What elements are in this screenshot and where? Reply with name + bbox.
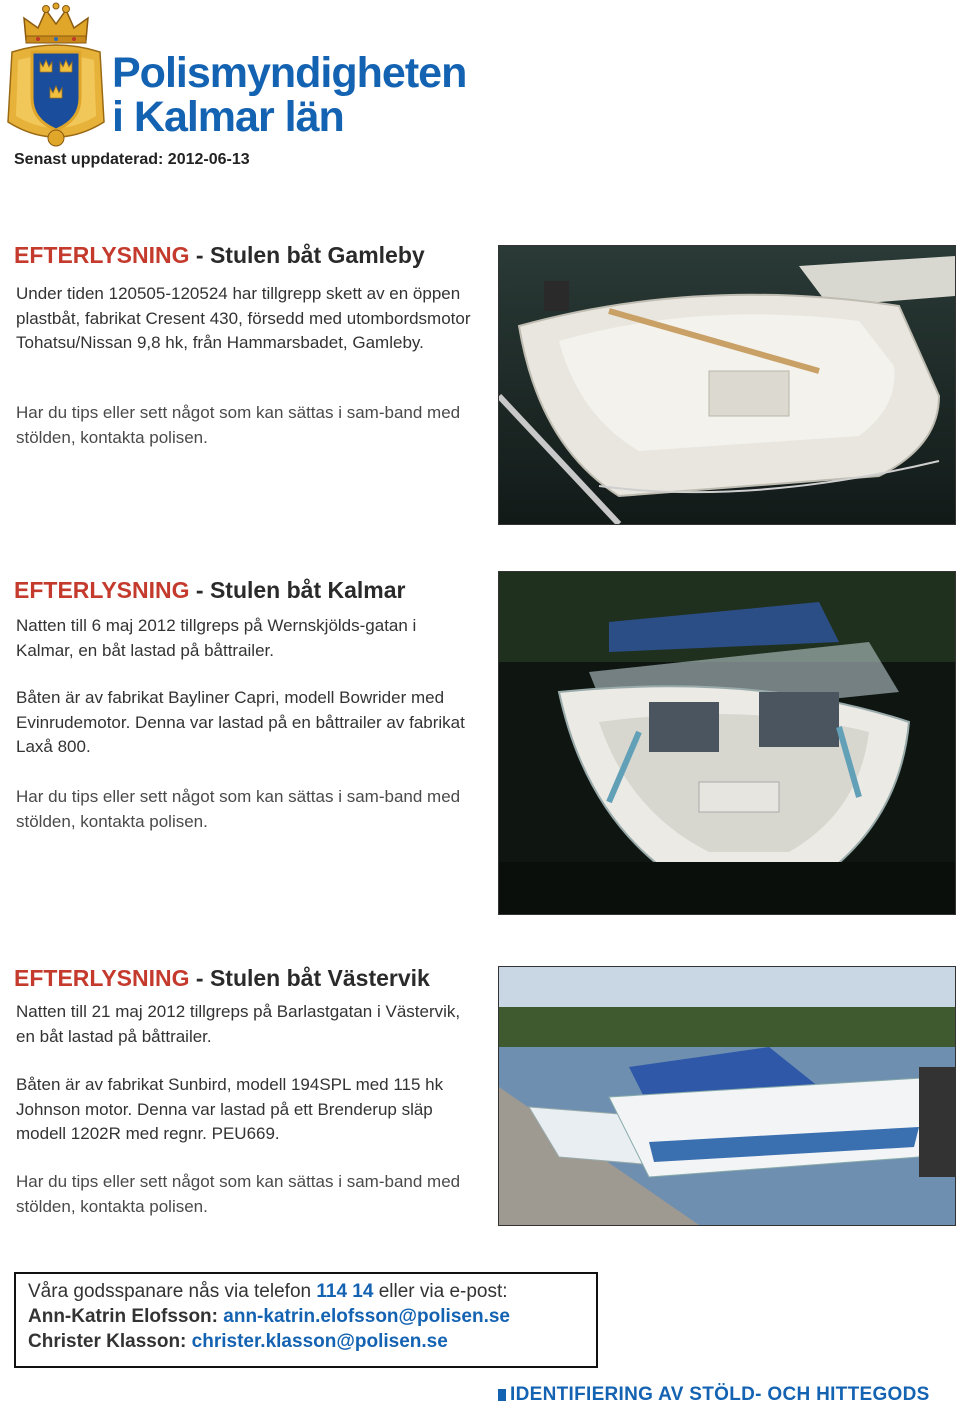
- notice-heading-gamleby: [14, 241, 425, 269]
- contact-intro-end: eller via e-post:: [373, 1281, 508, 1302]
- contact-name: Ann-Katrin Elofsson:: [28, 1306, 224, 1327]
- notice-heading-vastervik: [14, 964, 430, 992]
- contact-person-1: [28, 1304, 584, 1329]
- notice-paragraph: Natten till 21 maj 2012 tillgreps på Barlastgatan i Västervik, en båt lastad på båttrailer.: [16, 1002, 461, 1046]
- brand-title-line1: Polismyndigheten: [112, 49, 467, 97]
- contact-name: Christer Klasson:: [28, 1331, 192, 1352]
- contact-phone[interactable]: 114 14: [316, 1281, 374, 1302]
- notice-paragraph: Har du tips eller sett något som kan sättas i sam-band med stölden, kontakta polisen.: [16, 1172, 461, 1216]
- police-crest-icon: [4, 2, 108, 150]
- photo-boat-vastervik: [498, 966, 956, 1226]
- notice-label: EFTERLYSNING: [14, 577, 190, 603]
- photo-boat-gamleby: [498, 245, 956, 525]
- contact-intro-text: Våra godsspanare nås via telefon: [28, 1281, 317, 1302]
- brand-title-line2: i Kalmar län: [112, 93, 344, 141]
- notice-title: - Stulen båt Kalmar: [189, 577, 406, 603]
- notice-heading-kalmar: [14, 576, 406, 604]
- contact-intro: [28, 1279, 584, 1304]
- footer-title: IDENTIFIERING AV STÖLD- OCH HITTEGODS: [510, 1384, 930, 1405]
- contact-email-link[interactable]: christer.klasson@polisen.se: [191, 1331, 448, 1352]
- last-updated: Senast uppdaterad: 2012-06-13: [14, 151, 250, 168]
- footer-accent-bar: [498, 1389, 506, 1401]
- notice-label: EFTERLYSNING: [14, 242, 190, 268]
- notice-paragraph: Har du tips eller sett något som kan sättas i sam-band med stölden, kontakta polisen.: [16, 787, 461, 831]
- notice-paragraph: Båten är av fabrikat Sunbird, modell 194SPL med 115 hk Johnson motor. Denna var lastad på ett Brenderup släp modell 1202R med regnr. PEU669.: [16, 1075, 444, 1143]
- notice-label: EFTERLYSNING: [14, 965, 190, 991]
- contact-email-link[interactable]: ann-katrin.elofsson@polisen.se: [223, 1306, 510, 1327]
- contact-person-2: [28, 1329, 584, 1354]
- notice-paragraph: Båten är av fabrikat Bayliner Capri, modell Bowrider med Evinrudemotor. Denna var lastad på en båttrailer av fabrikat Laxå 800.: [16, 688, 465, 756]
- notice-title: - Stulen båt Västervik: [189, 965, 430, 991]
- notice-paragraph: Natten till 6 maj 2012 tillgreps på Wernskjölds-gatan i Kalmar, en båt lastad på båttrailer.: [16, 616, 417, 660]
- notice-paragraph: Har du tips eller sett något som kan sättas i sam-band med stölden, kontakta polisen.: [16, 403, 461, 447]
- photo-boat-kalmar: [498, 571, 956, 915]
- contact-box: [14, 1272, 598, 1368]
- notice-title: - Stulen båt Gamleby: [189, 242, 425, 268]
- notice-paragraph: Under tiden 120505-120524 har tillgrepp skett av en öppen plastbåt, fabrikat Cresent 430, försedd med utombordsmotor Tohatsu/Nissan 9,8 hk, från Hammarsbadet, Gamleby.: [16, 284, 471, 352]
